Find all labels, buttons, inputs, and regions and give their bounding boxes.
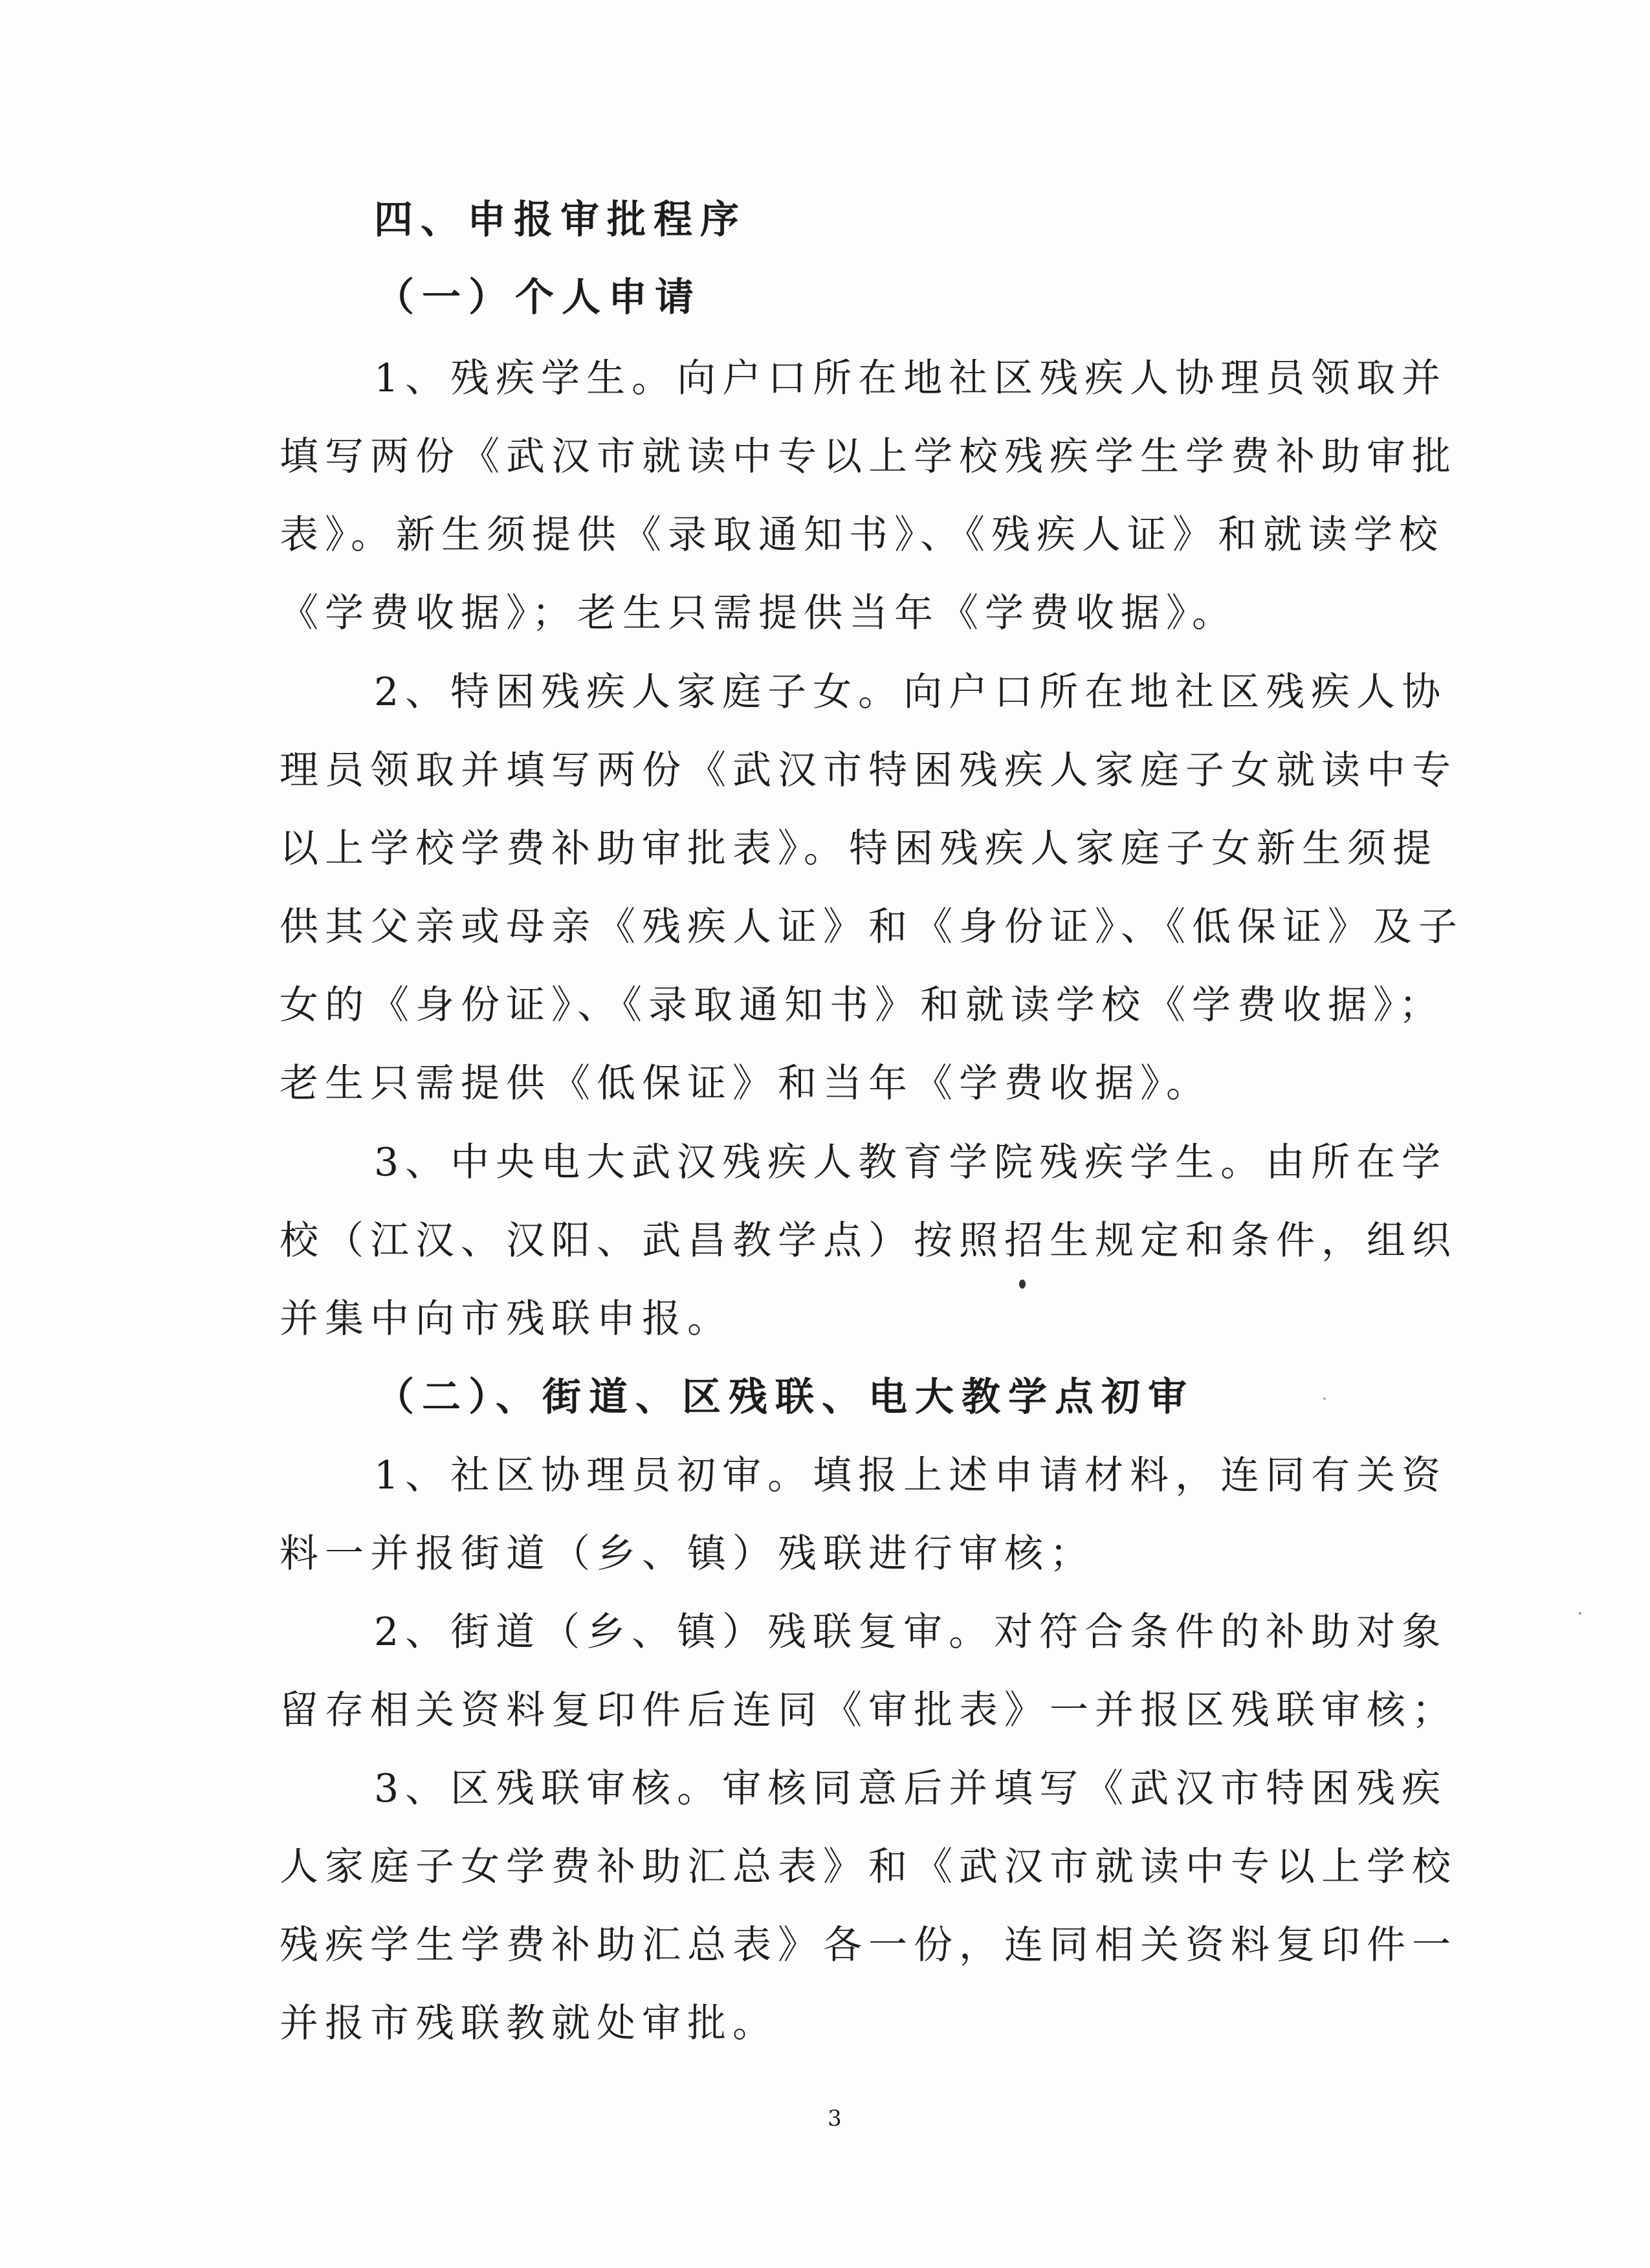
part1-item1-line4: 《学费收据》；老生只需提供当年《学费收据》。 [280, 591, 1237, 636]
scan-speck [1019, 1280, 1026, 1289]
part2-heading: （二）、街道、区残联、电大教学点初审 [375, 1375, 1194, 1420]
part1-item2-line2: 理员领取并填写两份《武汉市特困残疾人家庭子女就读中专 [280, 748, 1457, 793]
part1-item3-line2: 校（江汉、汉阳、武昌教学点）按照招生规定和条件，组织 [280, 1218, 1457, 1263]
section-title: 四、申报审批程序 [374, 197, 747, 243]
part1-item1-line3: 表》。新生须提供《录取通知书》、《残疾人证》和就读学校 [280, 512, 1444, 558]
part1-item2-line5: 女的《身份证》、《录取通知书》和就读学校《学费收据》； [280, 983, 1444, 1028]
part2-item1-line2: 料一并报街道（乡、镇）残联进行审核； [280, 1531, 1095, 1576]
part2-item3-line1: 3、区残联审核。审核同意后并填写《武汉市特困残疾 [374, 1766, 1447, 1811]
scan-speck [1323, 1397, 1326, 1400]
page-number: 3 [828, 2106, 842, 2132]
part1-item1-line2: 填写两份《武汉市就读中专以上学校残疾学生学费补助审批 [280, 434, 1457, 479]
part1-item3-line3: 并集中向市残联申报。 [280, 1296, 732, 1342]
part2-item3-line2: 人家庭子女学费补助汇总表》和《武汉市就读中专以上学校 [280, 1844, 1457, 1890]
part2-item2-line2: 留存相关资料复印件后连同《审批表》一并报区残联审核； [280, 1688, 1457, 1733]
part2-item3-line4: 并报市残联教就处审批。 [280, 2001, 778, 2046]
part1-item2-line4: 供其父亲或母亲《残疾人证》和《身份证》、《低保证》及子 [280, 904, 1464, 950]
part1-item3-line1: 3、中央电大武汉残疾人教育学院残疾学生。由所在学 [374, 1140, 1447, 1185]
part2-item3-line3: 残疾学生学费补助汇总表》各一份，连同相关资料复印件一 [280, 1923, 1457, 1968]
part1-item2-line3: 以上学校学费补助审批表》。特困残疾人家庭子女新生须提 [280, 826, 1438, 871]
part1-item2-line6: 老生只需提供《低保证》和当年《学费收据》。 [280, 1061, 1211, 1106]
part1-item1-line1: 1、残疾学生。向户口所在地社区残疾人协理员领取并 [374, 356, 1447, 401]
part2-item2-line1: 2、街道（乡、镇）残联复审。对符合条件的补助对象 [374, 1609, 1447, 1655]
part1-item2-line1: 2、特困残疾人家庭子女。向户口所在地社区残疾人协 [374, 670, 1447, 715]
scan-speck [1579, 1612, 1581, 1615]
part2-item1-line1: 1、社区协理员初审。填报上述申请材料，连同有关资 [374, 1453, 1447, 1498]
part1-heading: （一）个人申请 [375, 275, 701, 320]
